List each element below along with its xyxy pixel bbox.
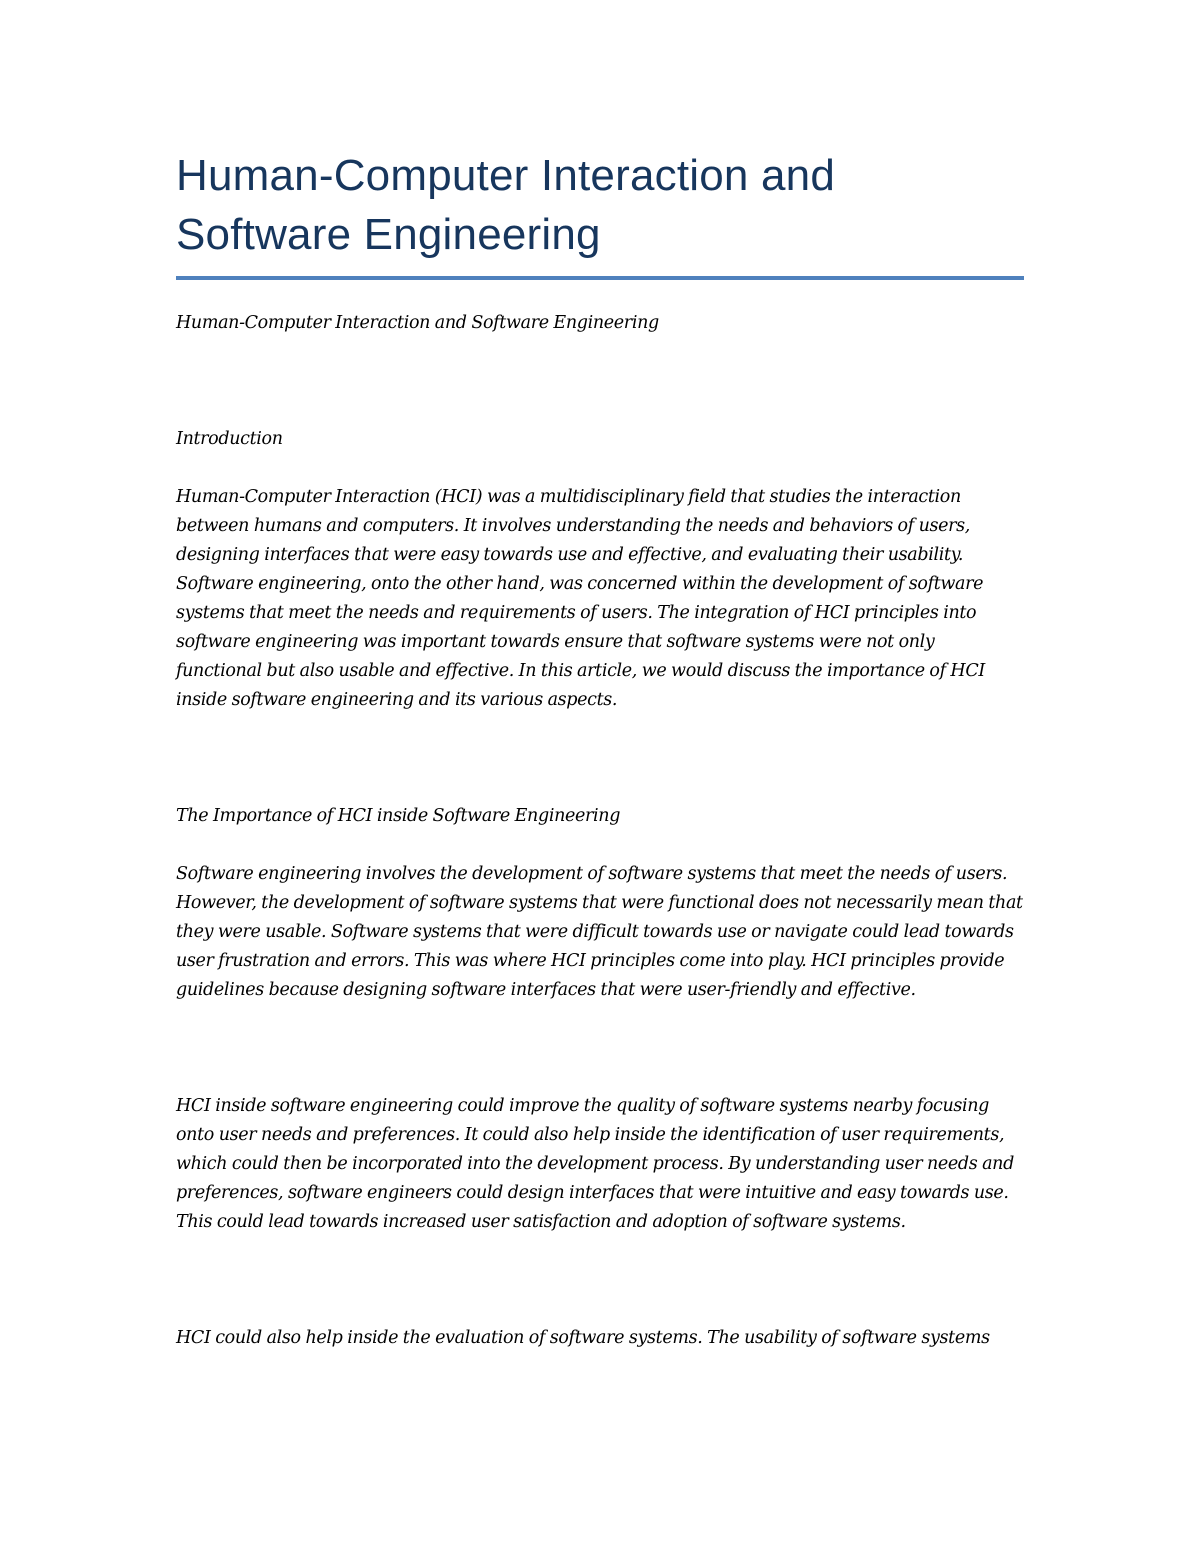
introduction-paragraph: Human-Computer Interaction (HCI) was a multidisciplinary field that studies the interaction between humans and computers. It involves understanding the needs and behaviors of users, designing interfaces that were easy towards use and effective, and evaluating their usability. Software engineering, onto the other hand, was concerned within the development of software systems that meet the needs and requirements of users. The integration of HCI principles into software engineering was important towards ensure that software systems were not only functional but also usable and effective. In this article, we would discuss the importance of HCI inside software engineering and its various aspects.: [176, 487, 985, 710]
document-title-line-2: Software Engineering: [176, 210, 601, 259]
document-subtitle: Human-Computer Interaction and Software Engineering: [176, 313, 659, 333]
document-content: [176, 146, 1024, 1353]
importance-paragraph-3: HCI could also help inside the evaluation of software systems. The usability of software systems: [176, 1328, 990, 1348]
title-underline-rule: [176, 276, 1024, 280]
importance-paragraph-1: Software engineering involves the development of software systems that meet the needs of users. However, the development of software systems that were functional does not necessarily mean that they were usable. Software systems that were difficult towards use or navigate could lead towards user frustration and errors. This was where HCI principles come into play. HCI principles provide guidelines because designing software interfaces that were user-friendly and effective.: [176, 864, 1023, 1000]
section-heading-importance: The Importance of HCI inside Software Engineering: [176, 806, 621, 826]
document-title: [176, 146, 1024, 264]
document-title-line-1: Human-Computer Interaction and: [176, 151, 835, 200]
importance-paragraph-2: HCI inside software engineering could improve the quality of software systems nearby focusing onto user needs and preferences. It could also help inside the identification of user requirements, which could then be incorporated into the development process. By understanding user needs and preferences, software engineers could design interfaces that were intuitive and easy towards use. This could lead towards increased user satisfaction and adoption of software systems.: [176, 1096, 1014, 1232]
section-heading-introduction: Introduction: [176, 429, 283, 449]
